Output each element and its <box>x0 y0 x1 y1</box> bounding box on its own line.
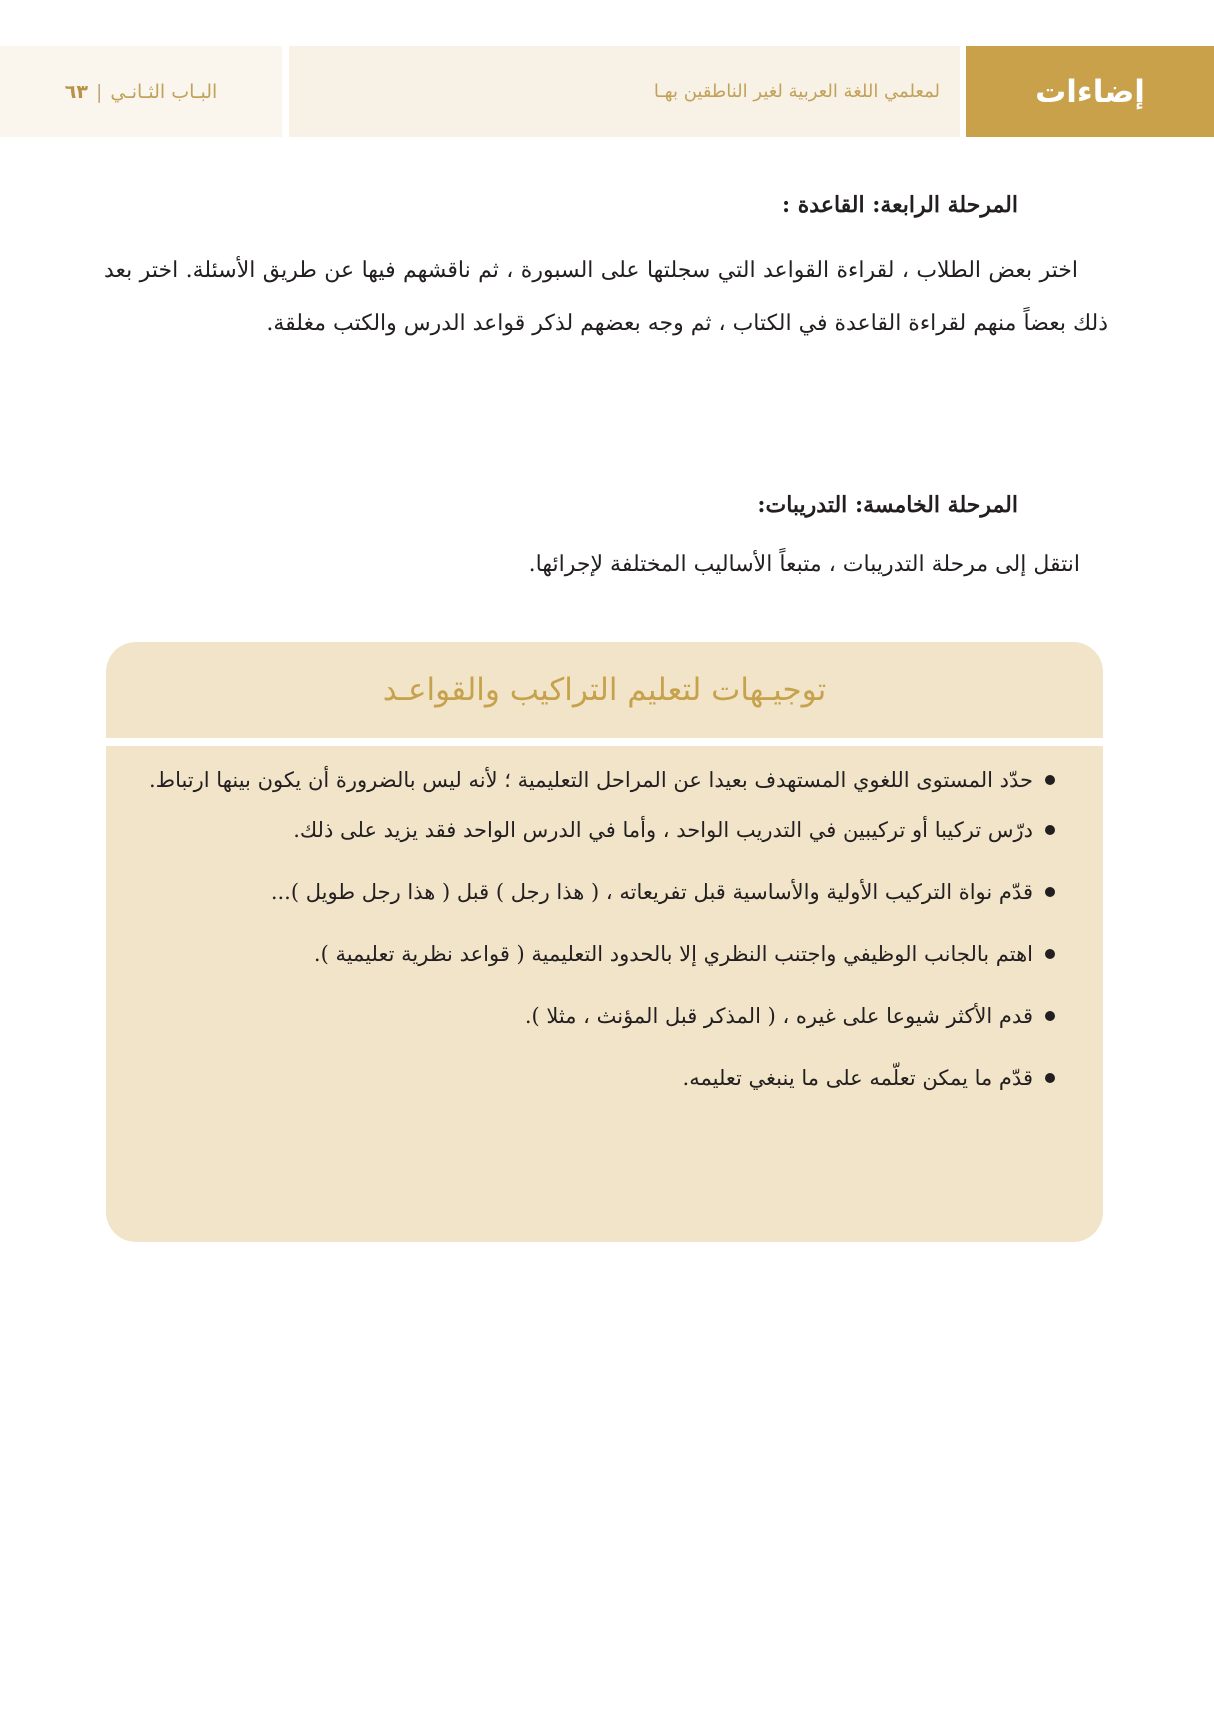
header-separator: | <box>95 80 103 103</box>
page-number: ٦٣ <box>64 80 88 103</box>
chapter-name: البـاب الثـانـي <box>110 80 218 103</box>
running-header-title-band <box>966 46 1214 137</box>
stage4-body: اختر بعض الطلاب ، لقراءة القواعد التي سجلتها على السبورة ، ثم ناقشهم فيها عن طريق الأسئلة. اختر بعد ذلك بعضاً منهم لقراءة القاعدة في الكتاب ، ثم وجه بعضهم لذكر قواعد الدرس والكتب مغلقة. <box>104 258 1108 336</box>
book-subtitle: لمعلمي اللغة العربية لغير الناطقين بهـا <box>653 81 940 102</box>
guidelines-box <box>106 642 1103 1242</box>
guidelines-divider <box>106 738 1103 746</box>
list-item <box>108 872 1055 912</box>
list-item <box>108 1058 1055 1098</box>
list-item-text: اهتم بالجانب الوظيفي واجتنب النظري إلا بالحدود التعليمية ( قواعد نظرية تعليمية ). <box>313 942 1033 966</box>
guidelines-header <box>106 642 1103 738</box>
list-item-text: درّس تركيبا أو تركيبين في التدريب الواحد ، وأما في الدرس الواحد فقد يزيد على ذلك. <box>293 818 1033 842</box>
stage5-heading: المرحلة الخامسة: التدريبات: <box>757 492 1018 518</box>
stage4-paragraph <box>104 244 1108 350</box>
chapter-label <box>65 81 218 103</box>
stage5-body: انتقل إلى مرحلة التدريبات ، متبعاً الأساليب المختلفة لإجرائها. <box>528 552 1080 577</box>
list-item-text: حدّد المستوى اللغوي المستهدف بعيدا عن المراحل التعليمية ؛ لأنه ليس بالضرورة أن يكون بينها ارتباط. <box>148 768 1033 792</box>
list-item-text: قدّم نواة التركيب الأولية والأساسية قبل تفريعاته ، ( هذا رجل ) قبل ( هذا رجل طويل )... <box>270 880 1033 904</box>
guidelines-list <box>108 760 1055 1120</box>
list-item <box>108 748 1055 812</box>
list-item <box>108 934 1055 974</box>
book-title: إضاءات <box>1035 73 1145 110</box>
bullet-icon <box>1045 1073 1055 1083</box>
guidelines-title: توجيـهات لتعليم التراكيب والقواعـد <box>382 672 827 708</box>
list-item <box>108 810 1055 850</box>
running-header-chapter <box>0 46 282 137</box>
running-header-subtitle-band <box>289 46 960 137</box>
bullet-icon <box>1045 825 1055 835</box>
bullet-icon <box>1045 775 1055 785</box>
stage4-heading: المرحلة الرابعة: القاعدة : <box>781 192 1018 218</box>
list-item <box>108 996 1055 1036</box>
list-item-text: قدم الأكثر شيوعا على غيره ، ( المذكر قبل المؤنث ، مثلا ). <box>524 1004 1033 1028</box>
stage5-paragraph <box>104 538 1080 591</box>
bullet-icon <box>1045 887 1055 897</box>
list-item-text: قدّم ما يمكن تعلّمه على ما ينبغي تعليمه. <box>682 1066 1033 1090</box>
bullet-icon <box>1045 949 1055 959</box>
bullet-icon <box>1045 1011 1055 1021</box>
